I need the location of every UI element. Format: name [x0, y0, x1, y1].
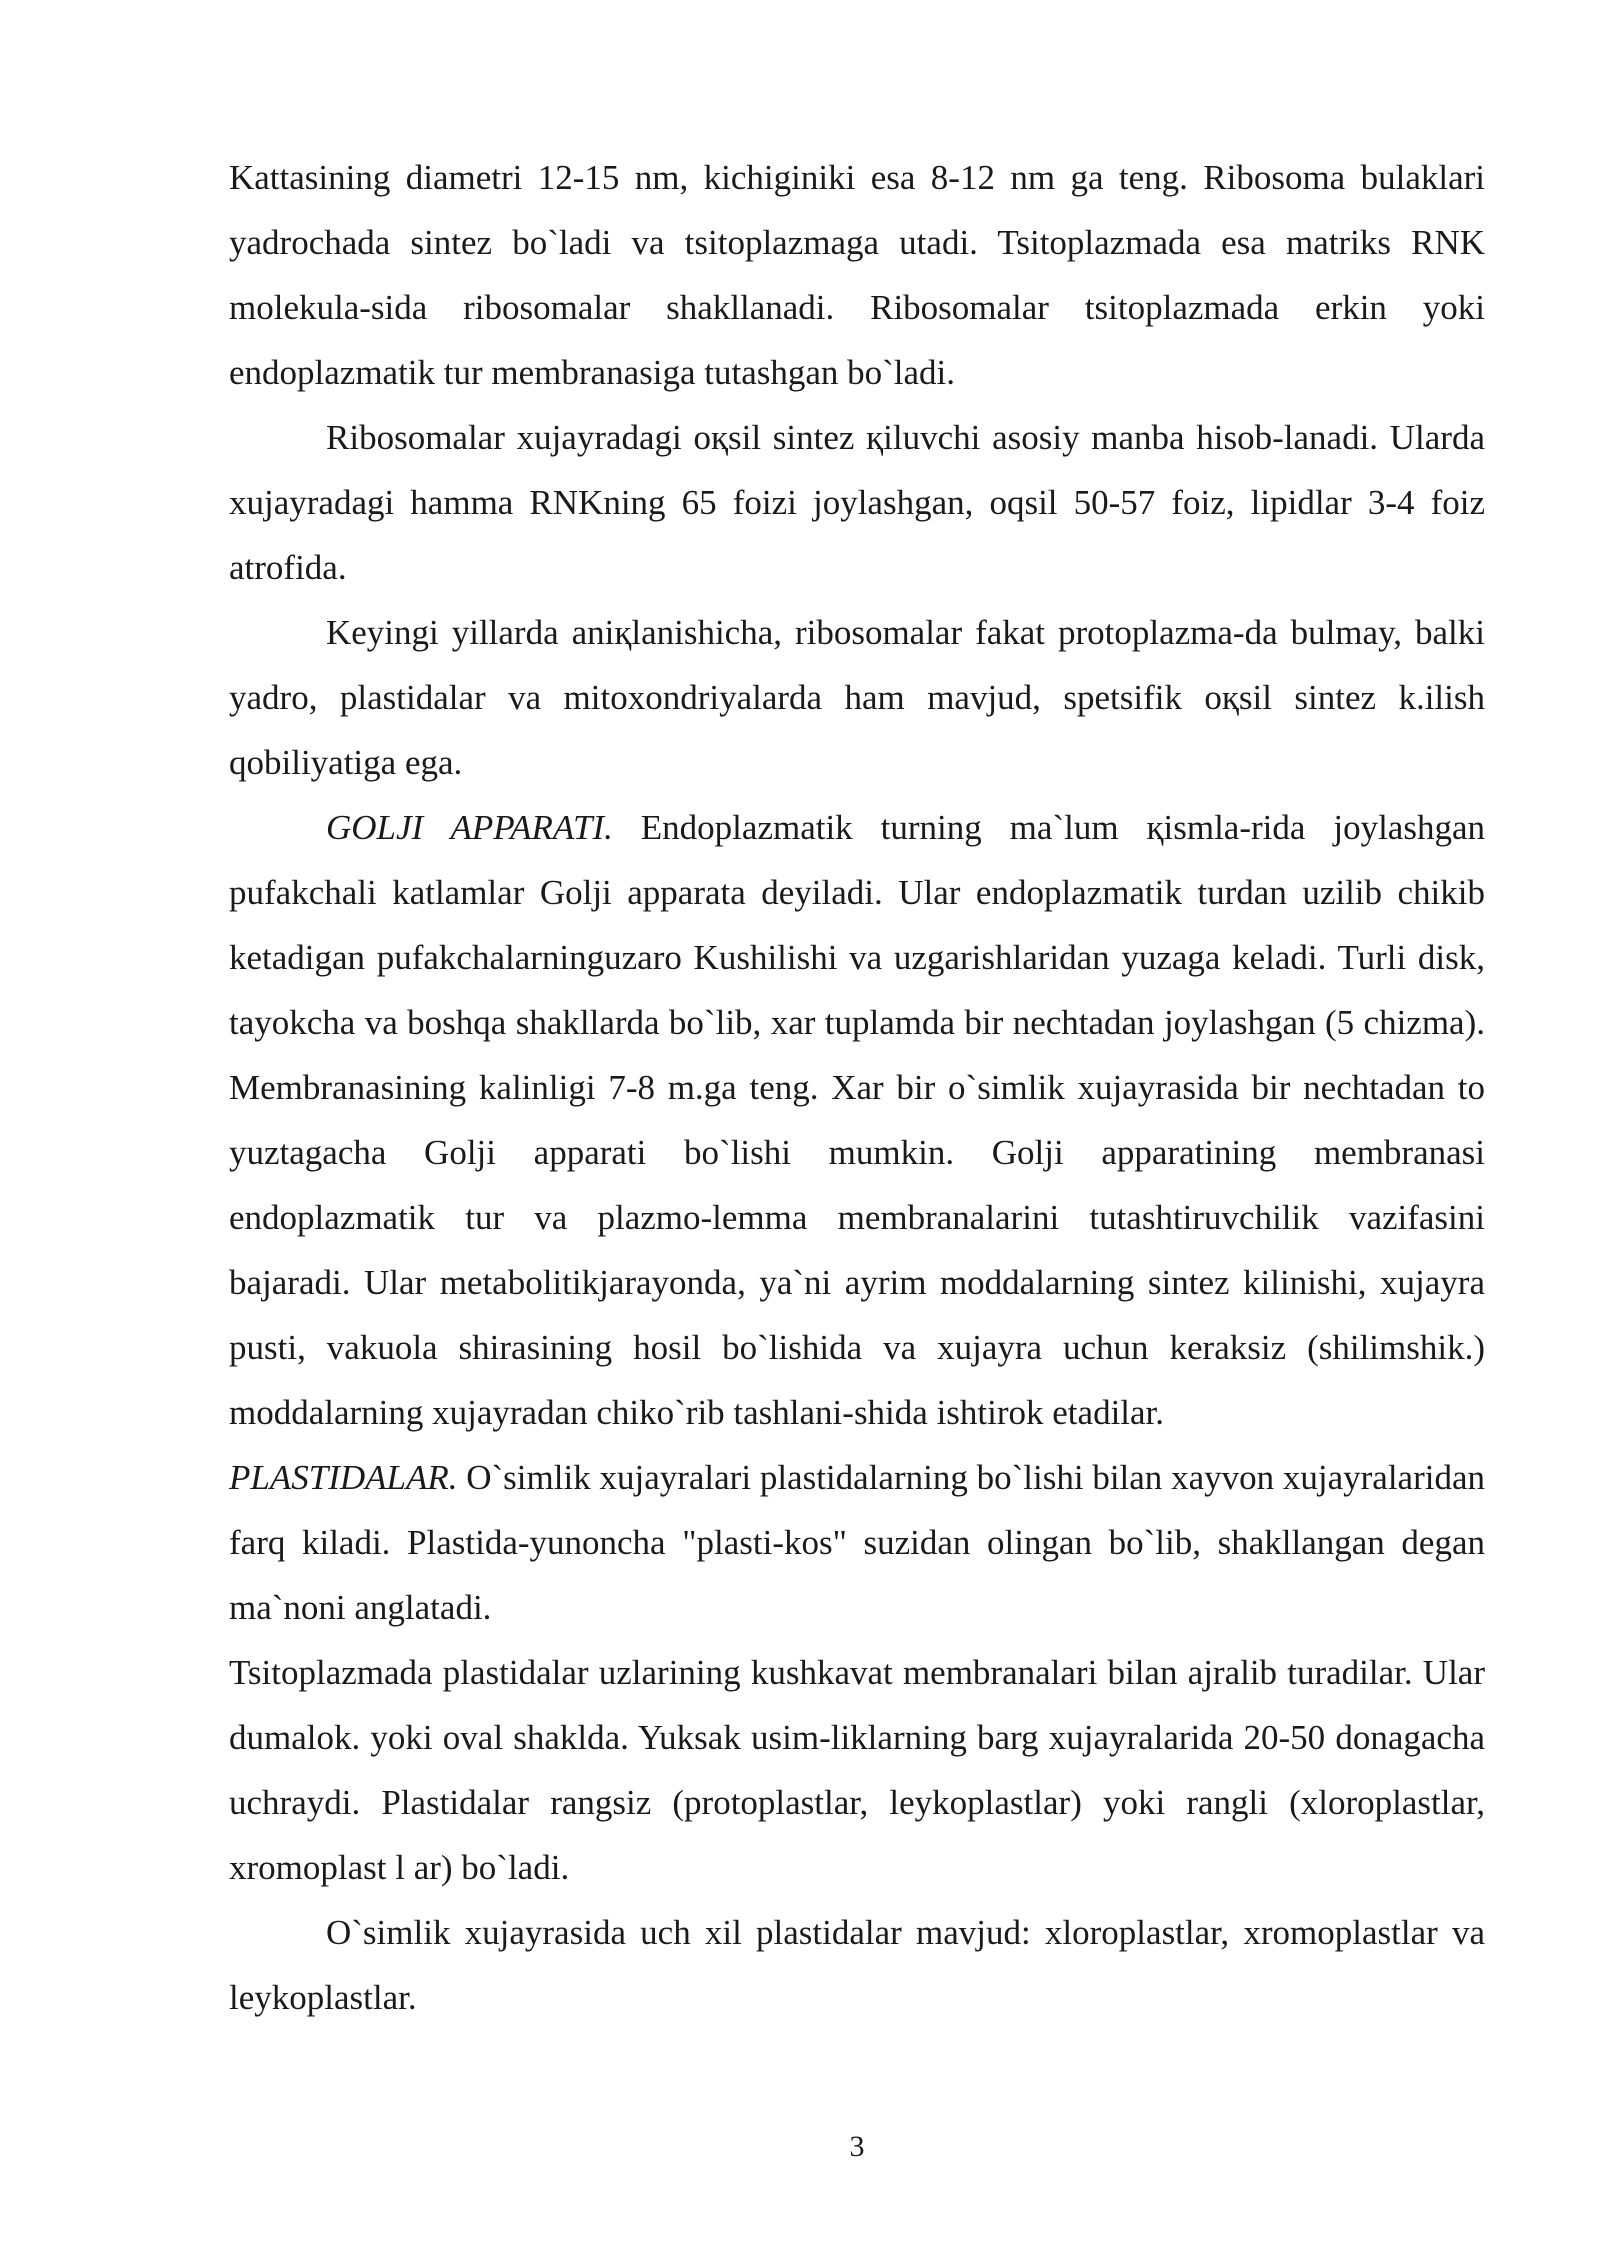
paragraph-plastids: [229, 1445, 1485, 1640]
paragraph-golgi: [229, 795, 1485, 1445]
paragraph-text: O`simlik xujayralari plastidalarning bo`lishi bilan xayvon xujayralaridan farq kiladi. Plastida-yunoncha "plasti-kos" suzidan olingan bo`lib, shakllangan degan ma`noni anglatadi.: [229, 1458, 1485, 1627]
paragraph-plastid-membranes: [229, 1640, 1485, 1900]
paragraph-text: O`simlik xujayrasida uch xil plastidalar mavjud: xloroplastlar, xromoplastlar va leykoplastlar.: [229, 1913, 1485, 2017]
paragraph-text: Endoplazmatik turning ma`lum қismla-rida joylashgan pufakchali katlamlar Golji apparata deyiladi. Ular endoplazmatik turdan uzilib chikib ketadigan pufakchalarninguzaro Kushilishi va uzgarishlaridan yuzaga keladi. Turli disk, tayokcha va boshqa shakllarda bo`lib, xar tuplamda bir nechtadan joylashgan (5 chizma). Membranasining kalinligi 7-8 m.ga teng. Xar bir o`simlik xujayrasida bir nechtadan to yuztagacha Golji apparati bo`lishi mumkin. Golji apparatining membranasi endoplazmatik tur va plazmo-lemma membranalarini tutashtiruvchilik vazifasini bajaradi. Ular metabolitikjarayonda, ya`ni ayrim moddalarning sintez kilinishi, xujayra pusti, vakuola shirasining hosil bo`lishida va xujayra uchun keraksiz (shilimshik.) moddalarning xujayradan chiko`rib tashlani-shida ishtirok etadilar.: [229, 808, 1485, 1432]
paragraph-plastid-types: [229, 1900, 1485, 2030]
page-number: 3: [849, 2130, 865, 2163]
paragraph-text: Kattasining diametri 12-15 nm, kichiginiki esa 8-12 nm ga teng. Ribosoma bulaklari yadrochada sintez bo`ladi va tsitoplazmaga utadi. Tsitoplazmada esa matriks RNK molekula-sida ribosomalar shakllanadi. Ribosomalar tsitoplazmada erkin yoki endoplazmatik tur membranasiga tutashgan bo`ladi.: [229, 158, 1485, 392]
paragraph-ribosome-location: [229, 600, 1485, 795]
paragraph-text: Ribosomalar xujayradagi oқsil sintez қiluvchi asosiy manba hisob-lanadi. Ularda xujayradagi hamma RNKning 65 foizi joylashgan, oqsil 50-57 foiz, lipidlar 3-4 foiz atrofida.: [229, 418, 1485, 587]
paragraph-text: Keyingi yillarda aniқlanishicha, ribosomalar fakat protoplazma-da bulmay, balki yadro, plastidalar va mitoxondriyalarda ham mavjud, spetsifik oқsil sintez k.ilish qobiliyatiga ega.: [229, 613, 1485, 782]
paragraph-ribosome-size: [229, 145, 1485, 405]
body-text: [229, 145, 1485, 2030]
paragraph-text: Tsitoplazmada plastidalar uzlarining kushkavat membranalari bilan ajralib turadilar. Ular dumalok. yoki oval shaklda. Yuksak usim-liklarning barg xujayralarida 20-50 donagacha uchraydi. Plastidalar rangsiz (protoplastlar, leykoplastlar) yoki rangli (xloroplastlar, xromoplast l ar) bo`ladi.: [229, 1653, 1485, 1887]
section-heading-plastids: PLASTIDALAR.: [229, 1458, 458, 1497]
section-heading-golgi: GOLJI APPARATI.: [326, 808, 613, 847]
paragraph-ribosome-protein: [229, 405, 1485, 600]
